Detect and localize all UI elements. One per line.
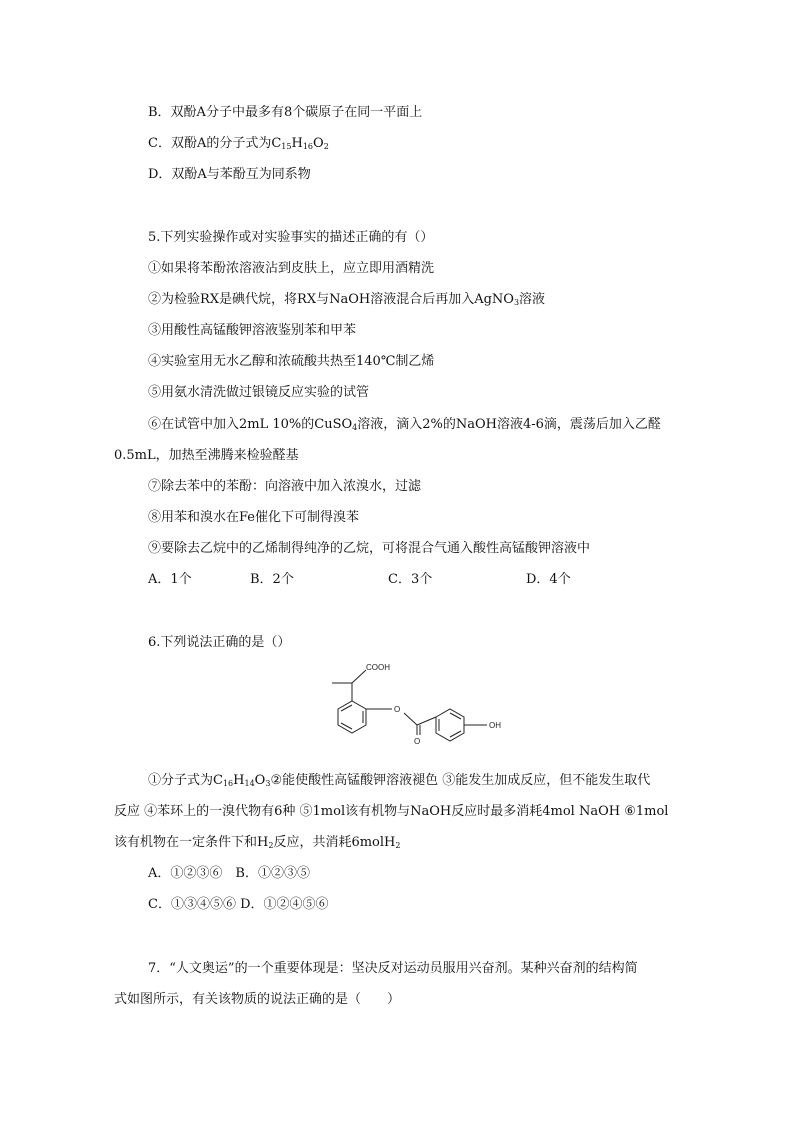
oh-label: OH [489,721,501,730]
q5-option-c: C．3个 [388,572,433,587]
q5-option-b: B．2个 [250,572,294,587]
q5-item-4: ④实验室用无水乙醇和浓硫酸共热至140℃制乙烯 [148,354,435,369]
q5-stem: 5.下列实验操作或对实验事实的描述正确的有（） [148,230,434,245]
q6-statement-line-1: ①分子式为$C_{16}H_{14}O_3②$能使酸性高锰酸钾溶液褪色 ③能发生加成反应，但不能发生取代 [148,773,651,788]
q5-item-1: ①如果将苯酚浓溶液沾到皮肤上，应立即用酒精洗 [148,261,435,276]
q6-stem: 6.下列说法正确的是（） [148,635,291,650]
q6-options-row-1: A．①②③⑥ B．①②③⑤ [148,866,310,881]
q7-stem-line-1: 7．“人文奥运”的一个重要体现是：坚决反对运动员服用兴奋剂。某种兴奋剂的结构简 [148,961,638,976]
q6-structure-figure [322,655,522,750]
q5-item-8: ⑧用苯和溴水在Fe催化下可制得溴苯 [148,510,360,525]
q5-option-d: D．4个 [526,572,571,587]
q5-item-5: ⑤用氨水清洗做过银镜反应实验的试管 [148,385,370,400]
q4-option-d: D．双酚A与苯酚互为同系物 [148,167,311,182]
q6-statement-line-2: 反应 ④苯环上的一溴代物有6种 ⑤1mol该有机物与NaOH反应时最多消耗4mol NaOH ⑥1mol [114,804,669,819]
benzene-ring-left [338,701,366,733]
cooh-label: COOH [366,663,390,672]
carbonyl-oxygen-label: O [414,737,421,746]
q5-item-6-cont: 0.5mL，加热至沸腾来检验醛基 [114,448,299,463]
q5-option-a: A．1个 [148,572,192,587]
q6-statement-line-3: 该有机物在一定条件下和$H_2$反应，共消耗6molH$_2$ [114,835,401,850]
benzene-ring-right [436,709,464,741]
bond-cooh [352,670,366,683]
q5-item-2: ②为检验RX是碘代烷，将RX与NaOH溶液混合后再加入AgNO$_3$溶液 [148,292,546,307]
q4-option-c: C．双酚A的分子式为$C_{15}H_{16}O_2$ [148,136,329,151]
ester-oxygen-label: O [394,705,401,714]
q5-item-6: ⑥在试管中加入2mL 10%的CuSO$_4$溶液，滴入2%的NaOH溶液4-6滴，震荡后加入乙醛 [148,417,661,432]
q6-options-row-2: C．①③④⑤⑥ D．①②④⑤⑥ [148,897,329,912]
q5-item-3: ③用酸性高锰酸钾溶液鉴别苯和甲苯 [148,323,357,338]
q4-option-b: B．双酚A分子中最多有8个碳原子在同一平面上 [148,105,423,120]
bond-o-c [404,713,417,725]
q5-item-7: ⑦除去苯中的苯酚：向溶液中加入浓溴水，过滤 [148,479,422,494]
q7-stem-line-2: 式如图所示，有关该物质的说法正确的是（ ） [114,992,401,1007]
bond-c-ring [417,717,436,725]
q5-item-9: ⑨要除去乙烷中的乙烯制得纯净的乙烷，可将混合气通入酸性高锰酸钾溶液中 [148,541,591,556]
